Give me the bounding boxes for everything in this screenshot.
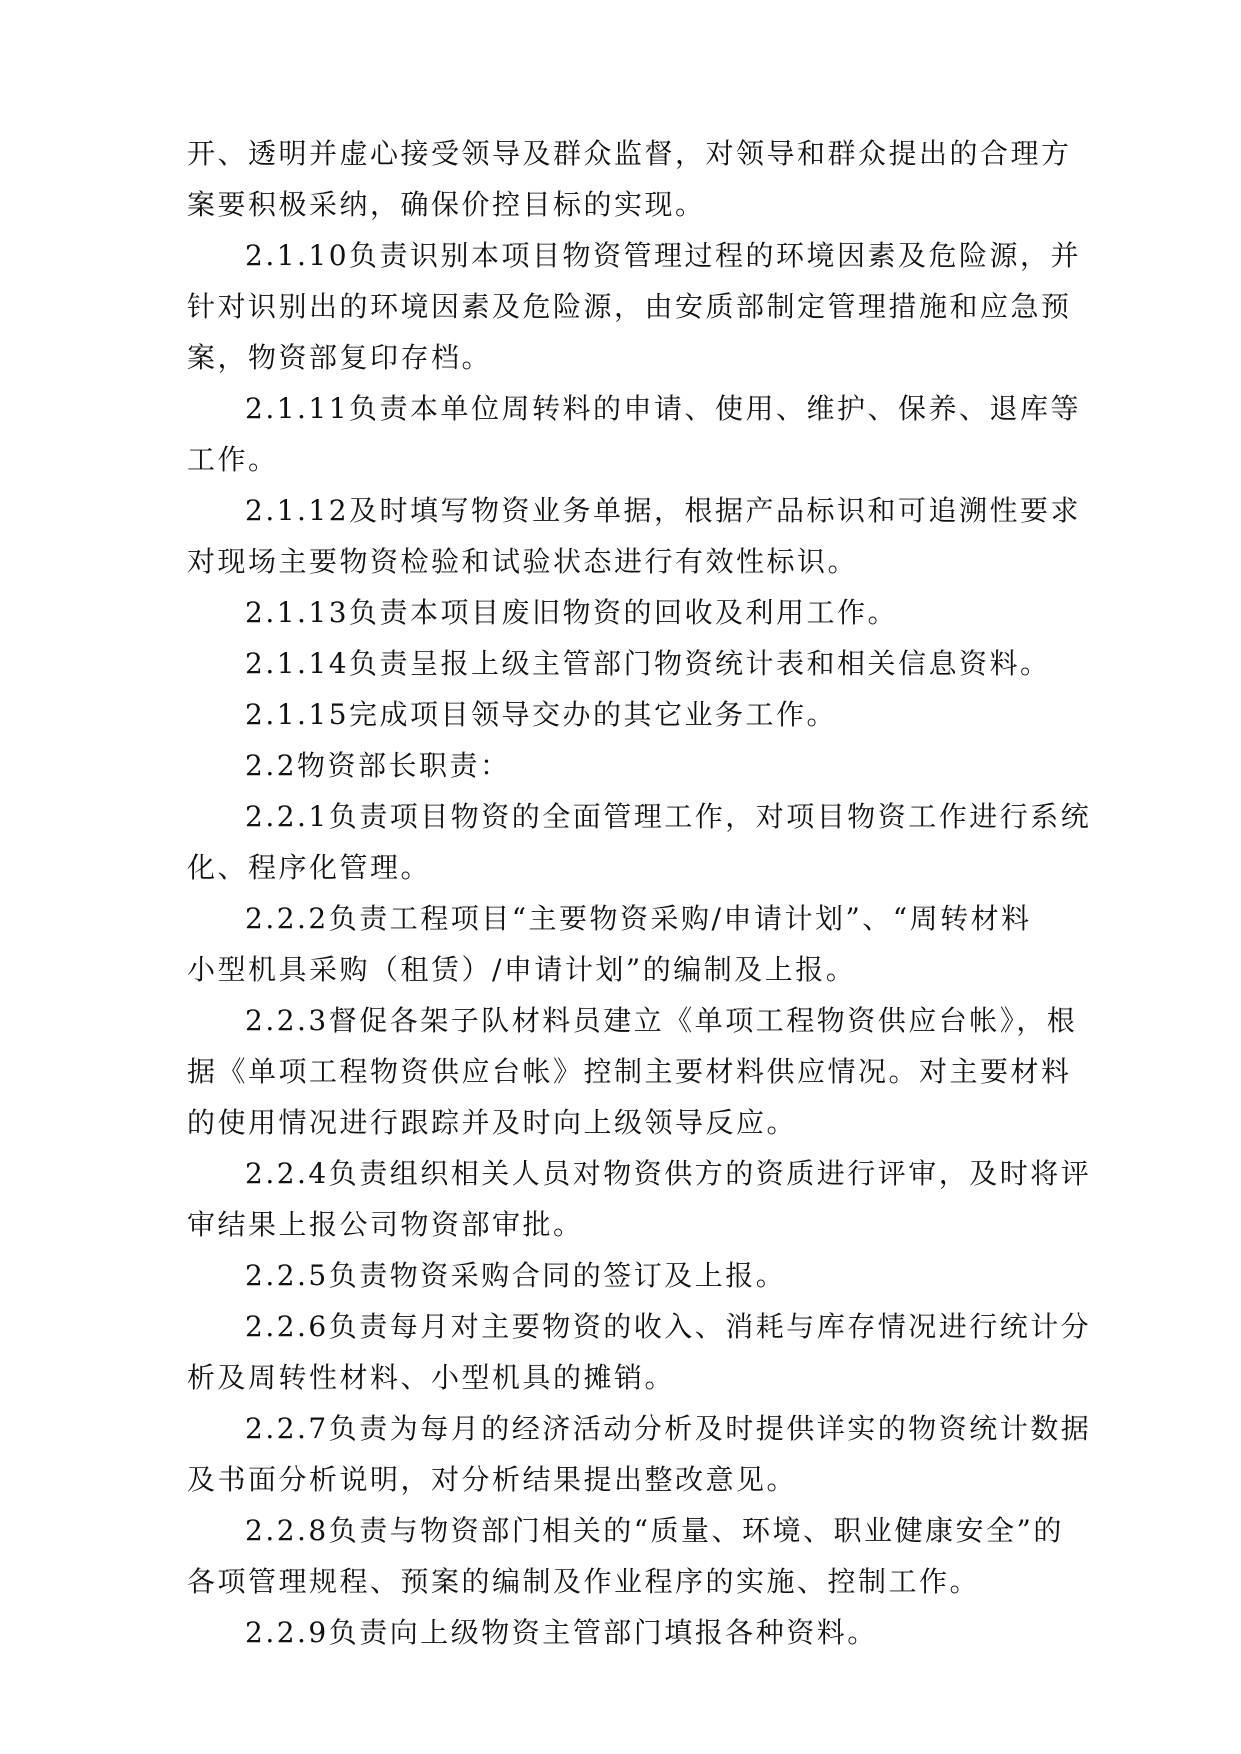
paragraph-2-2-6 xyxy=(187,1301,1092,1403)
text-line: 开、透明并虚心接受领导及群众监督，对领导和群众提出的合理方 xyxy=(187,137,1072,170)
paragraph-2-1-15 xyxy=(187,689,1057,740)
paragraph-2-1-12 xyxy=(187,485,1082,587)
text-line: 针对识别出的环境因素及危险源，由安质部制定管理措施和应急预 xyxy=(187,290,1072,323)
paragraph-2-1-11 xyxy=(187,383,1082,485)
text-line: 对现场主要物资检验和试验状态进行有效性标识。 xyxy=(187,545,859,578)
paragraph-2-1-10 xyxy=(187,230,1082,383)
paragraph-2-2-2 xyxy=(187,893,1057,995)
paragraph-2-2-9 xyxy=(187,1607,1057,1658)
text-line: 析及周转性材料、小型机具的摊销。 xyxy=(187,1361,676,1394)
text-line: 2.2.9负责向上级物资主管部门填报各种资料。 xyxy=(245,1616,878,1649)
text-line: 2.2.1负责项目物资的全面管理工作，对项目物资工作进行系统 xyxy=(245,800,1092,833)
text-line: 2.2.5负责物资采购合同的签订及上报。 xyxy=(245,1259,787,1292)
text-line: 2.2.2负责工程项目“主要物资采购/申请计划”、“周转材料 xyxy=(245,902,1032,935)
text-line: 2.1.11负责本单位周转料的申请、使用、维护、保养、退库等 xyxy=(245,392,1082,425)
text-line: 及书面分析说明，对分析结果提出整改意见。 xyxy=(187,1463,798,1496)
text-line: 工作。 xyxy=(187,443,279,476)
paragraph-2-2-4 xyxy=(187,1148,1092,1250)
paragraph-2-2-8 xyxy=(187,1505,1064,1607)
text-line: 2.1.10负责识别本项目物资管理过程的环境因素及危险源，并 xyxy=(245,239,1082,272)
paragraph-2-1-13 xyxy=(187,587,1057,638)
text-line: 2.1.14负责呈报上级主管部门物资统计表和相关信息资料。 xyxy=(245,647,1051,680)
document-body xyxy=(187,128,1092,1658)
text-line: 2.2.6负责每月对主要物资的收入、消耗与库存情况进行统计分 xyxy=(245,1310,1092,1343)
paragraph-2-2-3 xyxy=(187,995,1078,1148)
text-line: 案要积极采纳，确保价控目标的实现。 xyxy=(187,188,706,221)
text-line: 2.1.13负责本项目废旧物资的回收及利用工作。 xyxy=(245,596,899,629)
paragraph-2-1-14 xyxy=(187,638,1057,689)
paragraph-2-2-1 xyxy=(187,791,1092,893)
text-line: 2.2.8负责与物资部门相关的“质量、环境、职业健康安全”的 xyxy=(245,1514,1064,1547)
text-line: 小型机具采购（租赁）/申请计划”的编制及上报。 xyxy=(187,953,857,986)
text-line: 化、程序化管理。 xyxy=(187,851,432,884)
text-line: 案，物资部复印存档。 xyxy=(187,341,493,374)
text-line: 2.2.7负责为每月的经济活动分析及时提供详实的物资统计数据 xyxy=(245,1412,1092,1445)
text-line: 的使用情况进行跟踪并及时向上级领导反应。 xyxy=(187,1106,798,1139)
paragraph-2-2-7 xyxy=(187,1403,1092,1505)
text-line: 2.1.15完成项目领导交办的其它业务工作。 xyxy=(245,698,838,731)
text-line: 审结果上报公司物资部审批。 xyxy=(187,1208,584,1241)
text-line: 2.1.12及时填写物资业务单据，根据产品标识和可追溯性要求 xyxy=(245,494,1082,527)
text-line: 据《单项工程物资供应台帐》控制主要材料供应情况。对主要材料 xyxy=(187,1055,1072,1088)
text-line: 2.2.4负责组织相关人员对物资供方的资质进行评审，及时将评 xyxy=(245,1157,1092,1190)
section-heading-2-2 xyxy=(187,740,1057,791)
text-line: 2.2物资部长职责： xyxy=(245,749,511,782)
paragraph-2-2-5 xyxy=(187,1250,1057,1301)
text-line: 2.2.3督促各架子队材料员建立《单项工程物资供应台帐》，根 xyxy=(245,1004,1078,1037)
text-line: 各项管理规程、预案的编制及作业程序的实施、控制工作。 xyxy=(187,1565,981,1598)
paragraph-continuation xyxy=(187,128,1072,230)
